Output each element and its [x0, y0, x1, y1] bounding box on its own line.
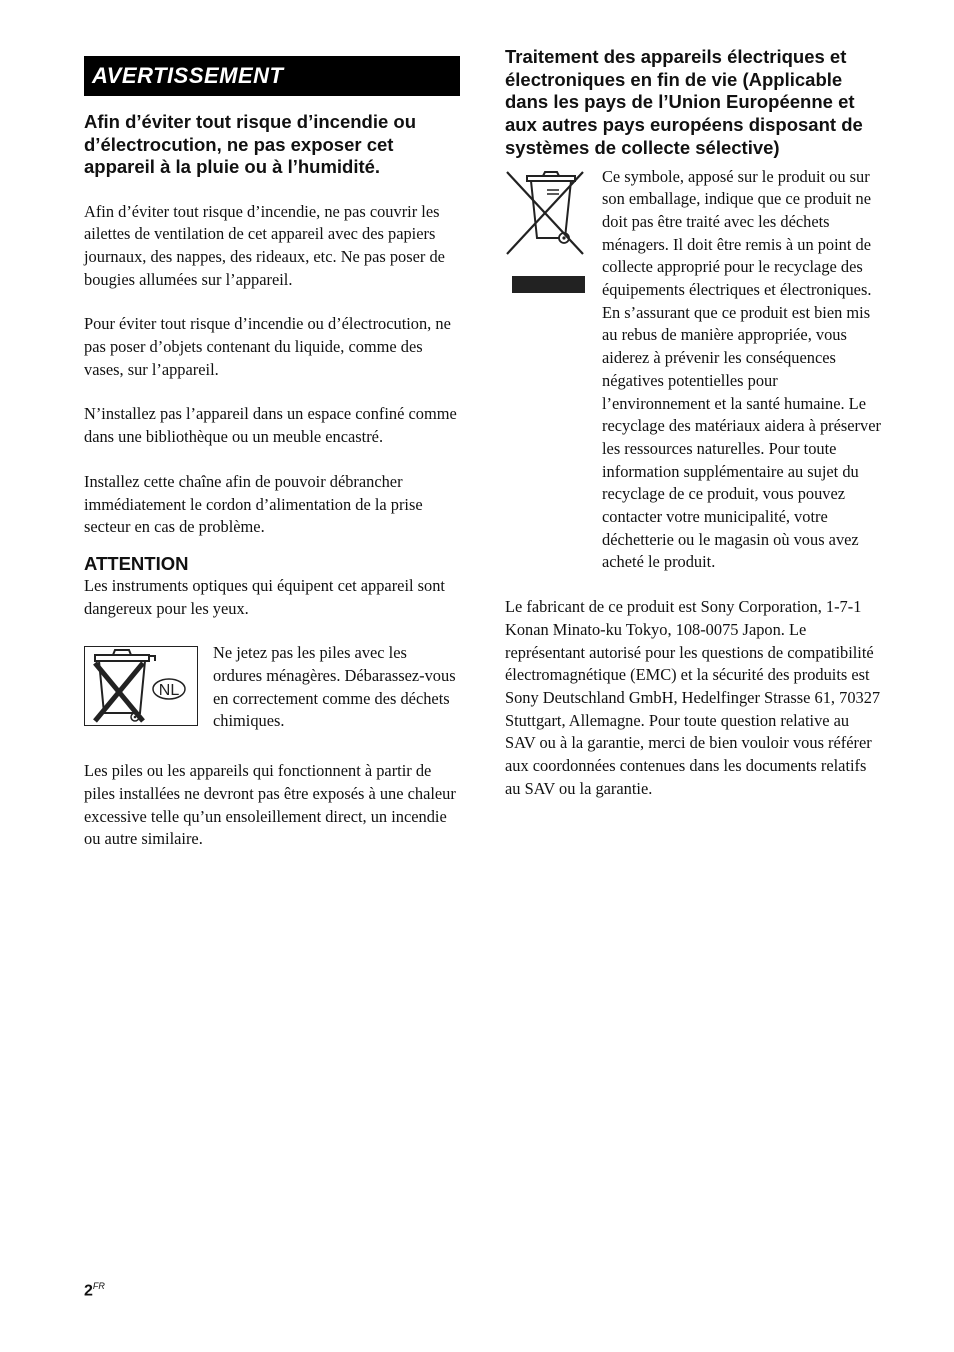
confined-space-paragraph: N’installez pas l’appareil dans un espace confiné comme dans une bibliothèque ou un meuble encastré.	[84, 404, 457, 447]
attention-text: Les instruments optiques qui équipent cet appareil sont dangereux pour les yeux.	[84, 575, 445, 618]
battery-disposal-text: Ne jetez pas les piles avec les ordures ménagères. Débarassez-vous en correctement comme des déchets chimiques.	[213, 643, 456, 731]
battery-disposal-block	[84, 642, 460, 760]
warning-banner: AVERTISSEMENT	[84, 56, 460, 96]
manufacturer-paragraph: Le fabricant de ce produit est Sony Corporation, 1-7-1 Konan Minato-ku Tokyo, 108-0075 Japon. Le représentant autorisé pour les questions de compatibilité électromagnétique (EMC) et la sécurité des produits est Sony Deutschland GmbH, Hedelfinger Strasse 61, 70327 Stuttgart, Allemagne. Pour toute question relative au SAV ou à la garantie, merci de bien vouloir vous référer aux coordonnées contenues dans les documents relatifs au SAV ou la garantie.	[505, 597, 881, 798]
liquid-paragraph: Pour éviter tout risque d’incendie ou d’électrocution, ne pas poser d’objets contenant du liquide, comme des vases, sur l’appareil.	[84, 314, 451, 379]
page-number	[84, 1281, 105, 1300]
nl-label: NL	[158, 682, 180, 700]
weee-text: Ce symbole, apposé sur le produit ou sur son emballage, indique que ce produit ne doit pas être traité avec les déchets ménagers. Il doit être remis à un point de collecte approprié pour le recyclage des équipements électriques et électroniques. En s’assurant que ce produit est bien mis au rebus de manière appropriée, vous aiderez à prévenir les conséquences négatives potentielles pour l’environnement et la santé humaine. Le recyclage des matériaux aidera à préserver les ressources naturelles. Pour toute information supplémentaire au sujet du recyclage de ce produit, vous pouvez contacter votre municipalité, votre déchetterie ou le magasin où vous avez acheté le produit.	[602, 166, 881, 572]
warning-heading: Afin d’éviter tout risque d’incendie ou d’électrocution, ne pas exposer cet appareil à la pluie ou à l’humidité.	[84, 111, 416, 177]
page-number-value: 2	[84, 1282, 93, 1300]
battery-heat-paragraph: Les piles ou les appareils qui fonctionnent à partir de piles installées ne devront pas être exposés à une chaleur excessive telle qu’un ensoleillement direct, un incendie ou autre similaire.	[84, 761, 456, 849]
power-cord-paragraph: Installez cette chaîne afin de pouvoir débrancher immédiatement le cordon d’alimentation de la prise secteur en cas de problème.	[84, 471, 423, 537]
weee-block	[505, 166, 881, 575]
right-column	[505, 46, 881, 801]
weee-heading: Traitement des appareils électriques et électroniques en fin de vie (Applicable dans les pays de l’Union Européenne et aux autres pays européens disposant de systèmes de collecte sélective)	[505, 46, 863, 158]
page-language: FR	[92, 1281, 105, 1291]
left-column	[84, 56, 460, 851]
ventilation-paragraph: Afin d’éviter tout risque d’incendie, ne pas couvrir les ailettes de ventilation de cet appareil avec des papiers journaux, des nappes, des rideaux, etc. Ne pas poser de bougies allumées sur l’appareil.	[84, 201, 445, 289]
attention-title: ATTENTION	[84, 552, 189, 574]
crossed-bin-icon	[505, 168, 585, 296]
battery-disposal-icon	[84, 646, 198, 726]
